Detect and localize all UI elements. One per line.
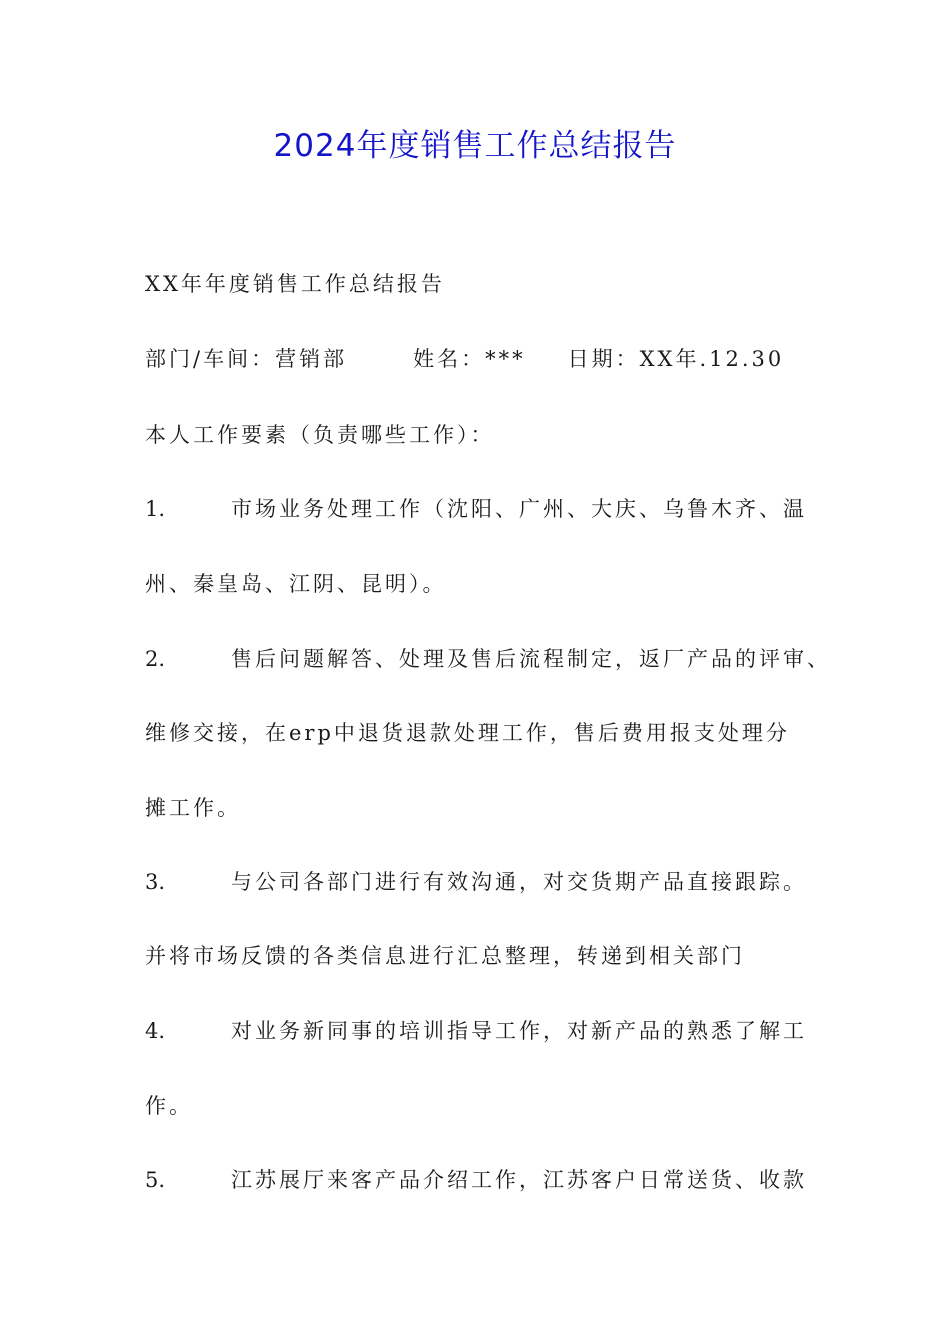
list-item [145,1170,807,1191]
header-info-line [145,349,784,370]
item-continuation: 维修交接，在erp中退货退款处理工作，售后费用报支处理分 [145,721,790,745]
section-heading: 本人工作要素（负责哪些工作）： [145,423,495,447]
list-item [145,499,807,520]
item-number: 1. [145,497,166,521]
list-item [145,872,807,893]
item-number: 2. [145,647,166,671]
item-text: 对业务新同事的培训指导工作，对新产品的熟悉了解工 [231,1019,807,1043]
item-text: 与公司各部门进行有效沟通，对交货期产品直接跟踪。 [231,870,807,894]
item-number: 4. [145,1019,166,1043]
item-number: 5. [145,1168,166,1192]
department-field: 部门/车间：营销部 [145,347,348,371]
document-subtitle: XX年年度销售工作总结报告 [145,272,445,296]
document-title: 2024年度销售工作总结报告 [273,128,677,164]
item-continuation: 州、秦皇岛、江阴、昆明）。 [145,572,447,596]
list-item [145,1021,807,1042]
item-continuation: 并将市场反馈的各类信息进行汇总整理，转递到相关部门 [145,944,745,968]
name-field: 姓名：*** [413,347,526,371]
date-field: 日期：XX年.12.30 [567,347,785,371]
item-text: 江苏展厅来客产品介绍工作，江苏客户日常送货、收款 [231,1168,807,1192]
list-item [145,649,831,670]
item-continuation: 作。 [145,1094,193,1118]
item-number: 3. [145,870,166,894]
item-text: 市场业务处理工作（沈阳、广州、大庆、乌鲁木齐、温 [231,497,807,521]
item-text: 售后问题解答、处理及售后流程制定，返厂产品的评审、 [231,647,831,671]
item-continuation: 摊工作。 [145,796,241,820]
